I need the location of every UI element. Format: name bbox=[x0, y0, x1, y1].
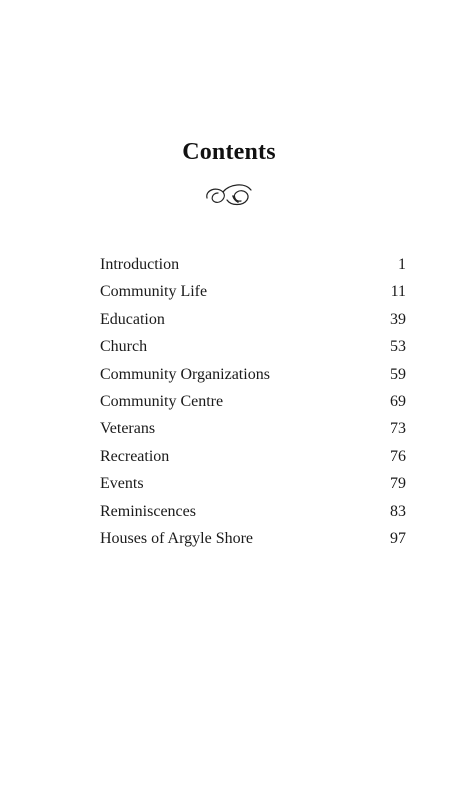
toc-entry-label: Community Organizations bbox=[100, 365, 270, 383]
toc-entry-label: Reminiscences bbox=[100, 502, 196, 520]
toc-entry[interactable] bbox=[100, 393, 406, 420]
table-of-contents bbox=[100, 256, 406, 557]
flourish-ornament-icon bbox=[203, 180, 255, 210]
toc-entry[interactable] bbox=[100, 530, 406, 557]
toc-entry[interactable] bbox=[100, 420, 406, 447]
toc-entry-page: 73 bbox=[390, 420, 406, 438]
toc-entry-page: 76 bbox=[390, 447, 406, 465]
toc-entry[interactable] bbox=[100, 366, 406, 393]
toc-entry-page: 59 bbox=[390, 365, 406, 383]
toc-entry[interactable] bbox=[100, 283, 406, 310]
toc-entry-label: Events bbox=[100, 475, 144, 493]
toc-entry-label: Church bbox=[100, 338, 148, 356]
toc-entry-page: 53 bbox=[390, 338, 406, 356]
toc-entry[interactable] bbox=[100, 448, 406, 475]
toc-entry[interactable] bbox=[100, 311, 406, 338]
toc-entry-label: Veterans bbox=[100, 420, 156, 438]
toc-entry-page: 11 bbox=[390, 283, 406, 301]
toc-entry-page: 69 bbox=[390, 392, 406, 410]
toc-entry-label: Houses of Argyle Shore bbox=[100, 529, 254, 547]
toc-entry[interactable] bbox=[100, 475, 406, 502]
toc-entry-page: 79 bbox=[390, 475, 406, 493]
toc-entry-label: Recreation bbox=[100, 447, 170, 465]
toc-entry[interactable] bbox=[100, 503, 406, 530]
toc-entry-label: Community Life bbox=[100, 283, 208, 301]
toc-entry-page: 97 bbox=[390, 529, 406, 547]
page-title: Contents bbox=[182, 139, 276, 165]
toc-entry-label: Community Centre bbox=[100, 392, 224, 410]
toc-entry[interactable] bbox=[100, 256, 406, 283]
toc-entry-label: Education bbox=[100, 310, 165, 328]
toc-entry[interactable] bbox=[100, 338, 406, 365]
toc-entry-page: 39 bbox=[390, 310, 406, 328]
toc-entry-page: 83 bbox=[390, 502, 406, 520]
toc-entry-page: 1 bbox=[398, 256, 406, 273]
toc-entry-label: Introduction bbox=[100, 256, 180, 273]
